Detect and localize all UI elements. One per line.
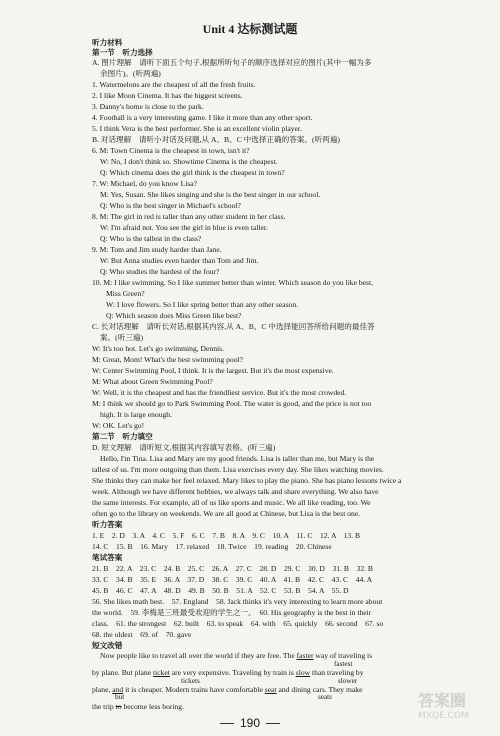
text-line: week. Although we have different hobbies, we always talk and share everything. We also have bbox=[92, 487, 379, 496]
text-line: 21. B 22. A 23. C 24. B 25. C 26. A 27. C 28. D 29. C 30. D 31. B 32. B bbox=[92, 564, 373, 573]
text-line: Q: Who is the tallest in the class? bbox=[100, 234, 202, 243]
page-title: Unit 4 达标测试题 bbox=[202, 22, 298, 36]
text-line: W: I'm afraid not. You see the girl in blue is even taller. bbox=[100, 223, 268, 232]
text-line: M: What about Green Swimming Pool? bbox=[92, 377, 213, 386]
text-line: 1. E 2. D 3. A 4. C 5. F 6. C 7. B 8. A 9. C 10. A 11. C 12. A 13. B bbox=[92, 531, 361, 540]
text-line: high. It is large enough. bbox=[100, 410, 172, 419]
text-line: Q: Which cinema does the girl think is the cheapest in town? bbox=[100, 168, 285, 177]
text-line: Q: Who is the best singer in Michael's school? bbox=[100, 201, 241, 210]
correction-line-3: plane, and it is cheaper. Modern trains have comfortable seat and dining cars. They make bbox=[92, 685, 363, 694]
text-line: 案。(听三遍) bbox=[100, 333, 144, 342]
section-heading: 笔试答案 bbox=[92, 553, 123, 562]
text-line: class. 61. the strongest 62. built 63. to speak 64. with 65. quickly 66. second 67. so bbox=[92, 619, 384, 628]
text-line: W: It's too hot. Let's go swimming, Dennis. bbox=[92, 344, 224, 353]
correction-fix: slower bbox=[338, 677, 358, 685]
text-line: 4. Football is a very interesting game. I like it more than any other sport. bbox=[92, 113, 313, 122]
text-line: 14. C 15. B 16. Mary 17. relaxed 18. Twice 19. reading 20. Chinese bbox=[92, 542, 332, 551]
text-line: 6. M: Town Cinema is the cheapest in town, isn't it? bbox=[92, 146, 250, 155]
text-line: the same interests. For example, all of us like sports and music. We all like reading, too. We bbox=[92, 498, 371, 507]
section-heading: 第二节 听力填空 bbox=[92, 432, 153, 441]
text-line: W: Well, it is the cheapest and has the friendliest service. But it's the most crowded. bbox=[92, 388, 347, 397]
text-line: A. 图片理解 请听下面五个句子,根据所听句子的顺序选择对应的图片(其中一幅为多 bbox=[92, 58, 372, 67]
text-line: often go to the library on weekends. We are all good at Chinese, but Lisa is the best one. bbox=[92, 509, 361, 518]
text-line: the world. 59. 李梅是三班最受欢迎的学生之一。 60. His geography is the best in their bbox=[92, 608, 372, 617]
text-line: W: Center Swimming Pool, I think. It is the largest. But it's the most expensive. bbox=[92, 366, 334, 375]
text-line: Q: Who studies the hardest of the four? bbox=[100, 267, 220, 276]
section-heading: 听力材料 bbox=[92, 38, 123, 47]
text-line: 56. She likes math best. 57. England 58. Jack thinks it's very interesting to learn more about bbox=[92, 597, 383, 606]
text-line: M: I think we should go to Park Swimming Pool. The water is good, and the price is not too bbox=[92, 399, 372, 408]
correction-fix: but bbox=[115, 693, 125, 701]
text-line: 7. W: Michael, do you know Lisa? bbox=[92, 179, 198, 188]
text-line: C. 长对话理解 请听长对话,根据其内容,从 A、B、C 中选择能回答所给问题的最佳答 bbox=[92, 322, 375, 331]
correction-fix: seats bbox=[318, 693, 332, 701]
correction-line-1: Now people like to travel all over the world if they are free. The faster way of traveling is bbox=[100, 651, 373, 660]
section-heading: 短文改错 bbox=[92, 641, 123, 650]
correction-line-2: by plane. But plane ticket are very expensive. Traveling by train is slow than traveling by bbox=[92, 668, 364, 677]
text-line: Q: Which season does Miss Green like best? bbox=[106, 311, 242, 320]
text-line: 5. I think Vera is the best performer. She is an excellent violin player. bbox=[92, 124, 302, 133]
text-line: 2. I like Moon Cinema. It has the biggest screens. bbox=[92, 91, 243, 100]
text-line: 余图片)。(听两遍) bbox=[100, 69, 161, 78]
text-line: 9. M: Tom and Jim study harder than Jane. bbox=[92, 245, 222, 254]
text-line: 33. C 34. B 35. E 36. A 37. D 38. C 39. C 40. A 41. B 42. C 43. C 44. A bbox=[92, 575, 373, 584]
section-heading: 第一节 听力选择 bbox=[92, 48, 153, 57]
text-line: 8. M: The girl in red is taller than any other student in her class. bbox=[92, 212, 286, 221]
text-line: W: No, I don't think so. Showtime Cinema is the cheapest. bbox=[100, 157, 278, 166]
text-line: D. 短文理解 请听短文,根据其内容填写表格。(听三遍) bbox=[92, 443, 276, 452]
correction-wrong-word: faster bbox=[296, 651, 314, 660]
text-line: M: Great, Mom! What's the best swimming pool? bbox=[92, 355, 243, 364]
text-line: Miss Green? bbox=[106, 289, 145, 298]
page-number: 190 bbox=[0, 716, 500, 730]
text-line: 3. Danny's home is close to the park. bbox=[92, 102, 204, 111]
text-line: W: I love flowers. So I like spring better than any other season. bbox=[106, 300, 299, 309]
text-line: W: OK. Let's go! bbox=[92, 421, 145, 430]
text-line: B. 对话理解 请听小对话及问题,从 A、B、C 中选择正确的答案。(听两遍) bbox=[92, 135, 340, 144]
text-line: 68. the oldest 69. of 70. gave bbox=[92, 630, 192, 639]
correction-fix: tickets bbox=[181, 677, 200, 685]
text-line: 1. Watermelons are the cheapest of all the fresh fruits. bbox=[92, 80, 256, 89]
text-line: tallest of us. I'm more outgoing than them. Lisa exercises every day. She likes watching movies. bbox=[92, 465, 384, 474]
correction-line-4: the trip to become less boring. bbox=[92, 702, 184, 711]
text-line: She thinks they can make her feel relaxed. Mary likes to play the piano. She has piano lessons twice a bbox=[92, 476, 402, 485]
text-line: 10. M: I like swimming. So I like summer better than winter. Which season do you like best, bbox=[92, 278, 373, 287]
watermark-logo: 答案圈 MXQE.COM bbox=[418, 691, 469, 721]
section-heading: 听力答案 bbox=[92, 520, 123, 529]
text-line: M: Yes, Susan. She likes singing and she is the best singer in our school. bbox=[100, 190, 321, 199]
correction-fix: fastest bbox=[334, 660, 353, 668]
text-line: 45. B 46. C 47. A 48. D 49. B 50. B 51. A 52. C 53. B 54. A 55. D bbox=[92, 586, 349, 595]
text-line: W: But Anna studies even harder than Tom and Jim. bbox=[100, 256, 259, 265]
text-line: Hello, I'm Tina. Lisa and Mary are my good friends. Lisa is taller than me, but Mary is the bbox=[100, 454, 375, 463]
